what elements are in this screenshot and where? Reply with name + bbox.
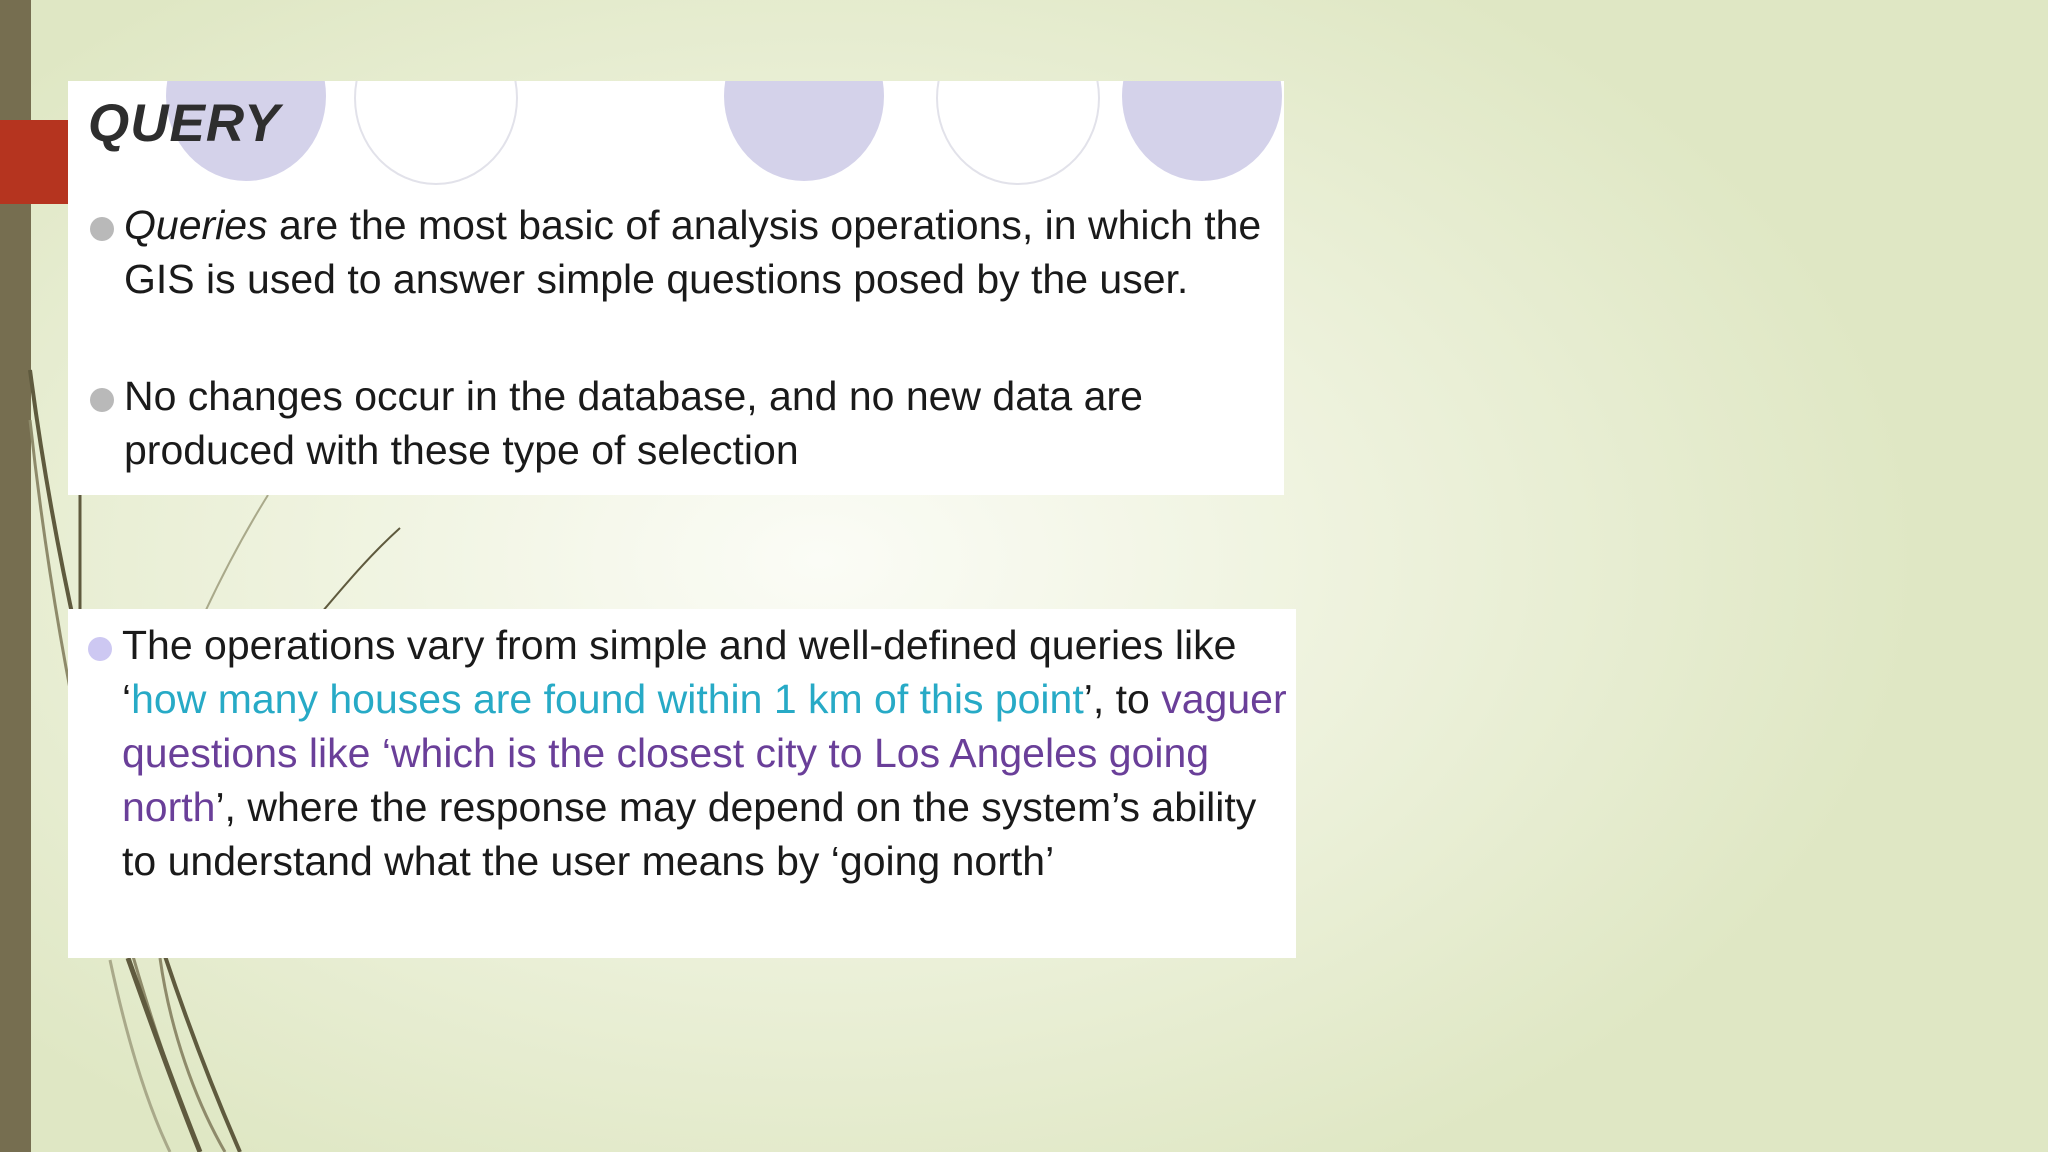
example-houses-query: how many houses are found within 1 km of this point xyxy=(131,676,1084,722)
decorative-circle xyxy=(354,81,518,185)
decorative-circle xyxy=(936,81,1100,185)
operations-text-end: ’, where the response may depend on the system’s ability to understand what the user means by ‘going north’ xyxy=(122,784,1257,884)
queries-definition-text: are the most basic of analysis operations, in which the GIS is used to answer simple questions posed by the user. xyxy=(124,202,1262,302)
bullet-dot-icon xyxy=(90,388,114,412)
operations-text-intro: The operations vary from simple and well-defined queries like ‘ xyxy=(122,622,1237,722)
query-definition-panel xyxy=(68,81,1284,495)
operations-text-mid: ’, to xyxy=(1083,676,1162,722)
decorative-circle xyxy=(1122,81,1282,181)
no-changes-text: No changes occur in the database, and no new data are produced with these type of selection xyxy=(124,373,1143,473)
operations-examples-panel xyxy=(68,609,1296,958)
red-accent-block xyxy=(0,120,68,204)
example-vague-question: vaguer questions like ‘which is the closest city to Los Angeles going north xyxy=(122,676,1287,830)
slide-heading: QUERY xyxy=(88,94,281,153)
queries-term: Queries xyxy=(124,202,268,248)
bullet-no-changes xyxy=(124,369,1284,477)
decorative-circle xyxy=(724,81,884,181)
bullet-operations-vary xyxy=(122,618,1292,888)
bullet-dot-icon xyxy=(88,637,112,661)
bullet-dot-icon xyxy=(90,217,114,241)
bullet-queries-definition xyxy=(124,198,1284,306)
